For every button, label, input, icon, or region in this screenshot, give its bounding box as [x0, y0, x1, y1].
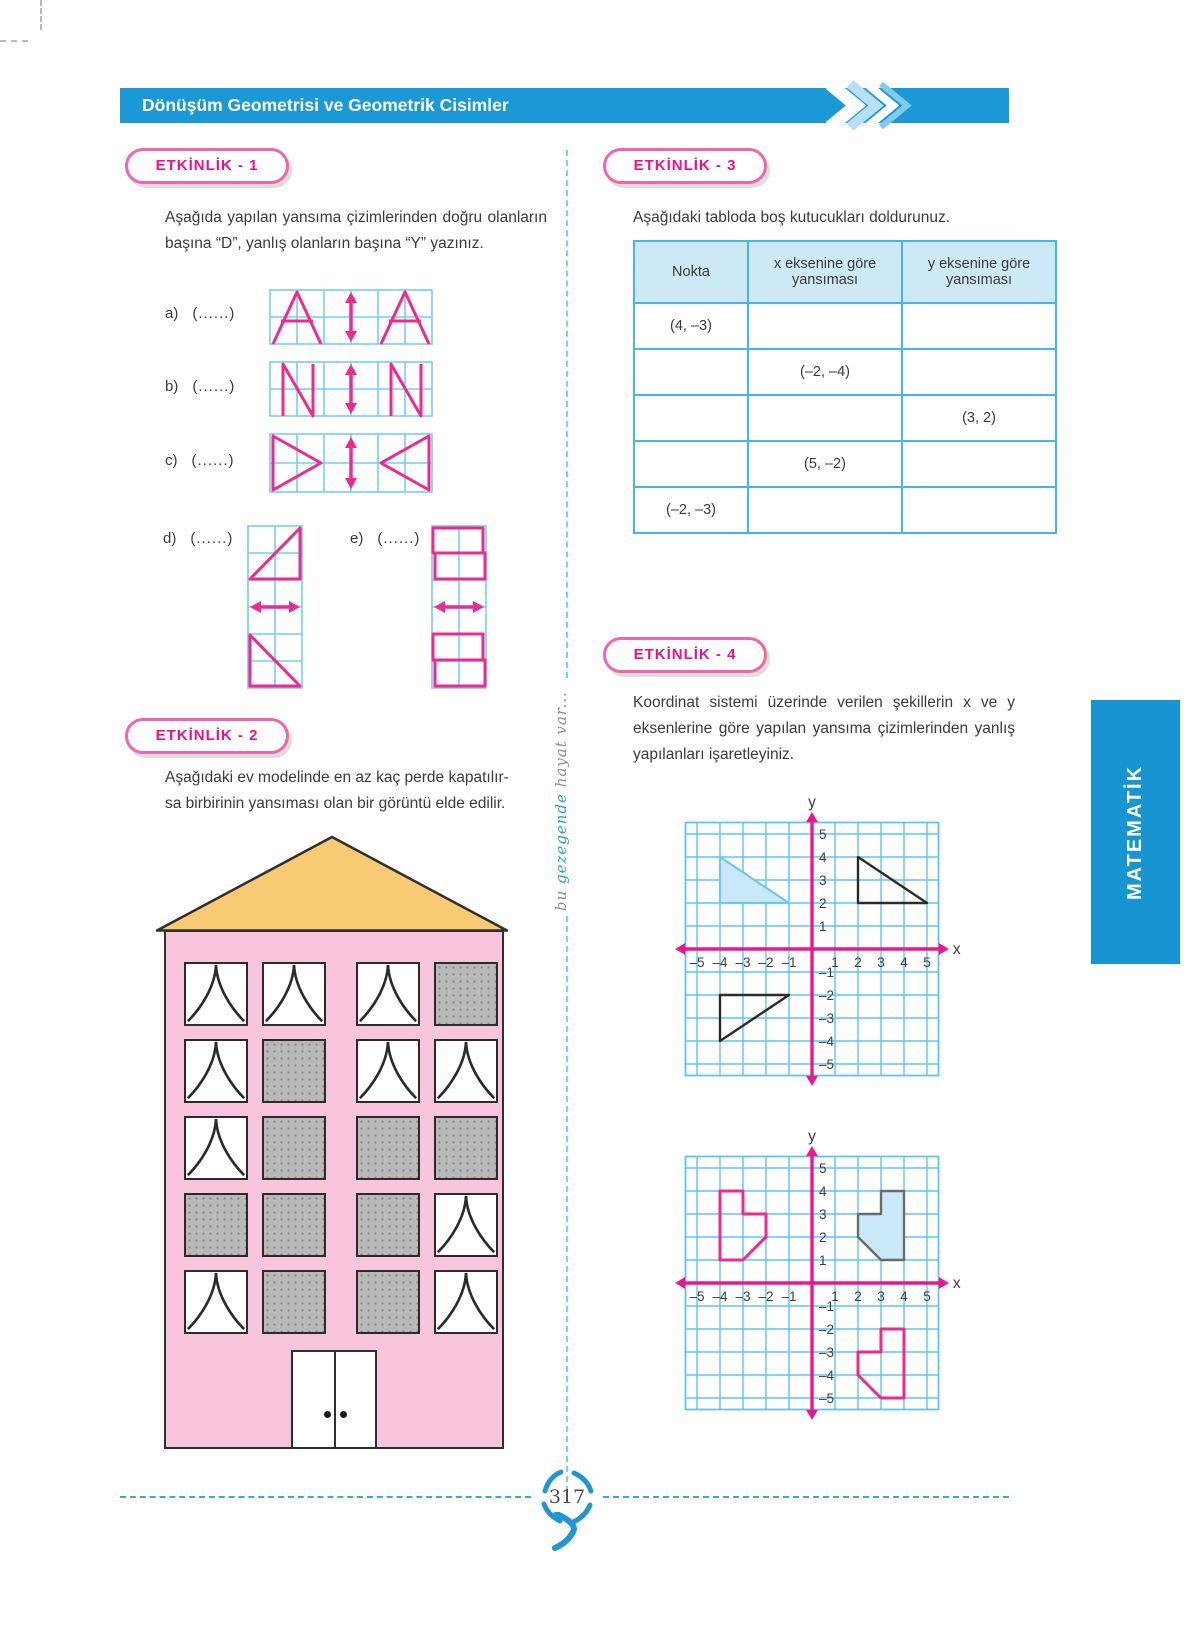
svg-text:–1: –1: [781, 955, 797, 970]
svg-text:1: 1: [819, 1253, 827, 1268]
svg-text:2: 2: [854, 955, 862, 970]
svg-text:5: 5: [819, 1161, 827, 1176]
svg-text:–4: –4: [819, 1368, 835, 1383]
door-knob: [324, 1411, 331, 1418]
svg-text:3: 3: [877, 955, 885, 970]
original-polygon-blue: [858, 1191, 904, 1260]
empty-fill-in-cell: [902, 349, 1056, 395]
curtain-icon: [436, 1041, 496, 1101]
page-number: 317: [548, 1486, 586, 1508]
svg-text:–4: –4: [712, 955, 728, 970]
curtain-icon: [358, 1041, 418, 1101]
window-closed-curtain: [262, 1270, 326, 1334]
watermark-text: bu gezegende hayat var...: [552, 691, 570, 911]
svg-text:2: 2: [819, 1230, 827, 1245]
window-open-curtains: [434, 1270, 498, 1334]
etkinlik-2-badge: ETKİNLİK - 2: [125, 718, 289, 754]
svg-text:–3: –3: [735, 1289, 751, 1304]
crop-mark: [0, 40, 28, 42]
window-open-curtains: [262, 962, 326, 1026]
empty-fill-in-cell: [748, 395, 902, 441]
empty-fill-in-cell: [902, 487, 1056, 533]
window-open-curtains: [184, 962, 248, 1026]
house-body: [164, 930, 504, 1449]
svg-text:y: y: [808, 794, 816, 812]
house-illustration: [152, 833, 512, 1445]
etkinlik-1-badge: ETKİNLİK - 1: [125, 148, 289, 184]
svg-text:3: 3: [877, 1289, 885, 1304]
svg-text:–4: –4: [819, 1034, 835, 1049]
item-b-label: b) (......): [165, 378, 236, 395]
window-open-curtains: [356, 1039, 420, 1103]
chapter-header: [120, 88, 1009, 123]
svg-text:1: 1: [819, 919, 827, 934]
etkinlik-2-instructions-line1: Aşağıdaki ev modelinde en az kaç perde kapatılır-: [165, 769, 509, 786]
coordinate-cell: (3, 2): [902, 395, 1056, 441]
coordinate-grid-top: [662, 788, 974, 1110]
table-row: [634, 349, 1056, 395]
reflection-figure-d: [246, 524, 304, 690]
window-open-curtains: [356, 962, 420, 1026]
item-e-label: e) (......): [350, 530, 421, 547]
header-x-reflection: x eksenine göre yansıması: [748, 241, 902, 303]
reflection-figure-a: [268, 288, 434, 346]
svg-text:y: y: [808, 1128, 816, 1146]
etkinlik-3-instructions: Aşağıdaki tabloda boş kutucukları doldurunuz.: [633, 209, 951, 226]
house-door: [291, 1350, 377, 1447]
svg-text:–3: –3: [735, 955, 751, 970]
window-closed-curtain: [184, 1193, 248, 1257]
window-closed-curtain: [434, 962, 498, 1026]
svg-text:–3: –3: [819, 1011, 835, 1026]
svg-text:x: x: [952, 941, 961, 958]
empty-fill-in-cell: [748, 487, 902, 533]
svg-text:x: x: [952, 1275, 961, 1292]
curtain-icon: [436, 1195, 496, 1255]
svg-text:2: 2: [819, 896, 827, 911]
svg-text:5: 5: [923, 955, 931, 970]
etkinlik-1-instructions: Aşağıda yapılan yansıma çizimlerinden doğru olanların başına “D”, yanlış olanların başına “Y” yazınız.: [165, 209, 547, 252]
door-split: [334, 1352, 336, 1447]
chapter-title: Dönüşüm Geometrisi ve Geometrik Cisimler: [142, 95, 509, 115]
curtain-icon: [358, 964, 418, 1024]
item-d-label: d) (......): [163, 530, 234, 547]
svg-text:–4: –4: [712, 1289, 728, 1304]
svg-text:–5: –5: [689, 1289, 705, 1304]
empty-fill-in-cell: [748, 303, 902, 349]
svg-text:–1: –1: [819, 965, 835, 980]
svg-text:–5: –5: [819, 1391, 835, 1406]
svg-text:1: 1: [831, 955, 839, 970]
door-knob: [340, 1411, 347, 1418]
window-open-curtains: [434, 1193, 498, 1257]
table-row: [634, 441, 1056, 487]
svg-text:–3: –3: [819, 1345, 835, 1360]
header-nokta: Nokta: [634, 241, 748, 303]
item-a-label: a) (......): [165, 305, 236, 322]
window-open-curtains: [434, 1039, 498, 1103]
svg-text:5: 5: [819, 827, 827, 842]
coordinate-cell: (–2, –4): [748, 349, 902, 395]
etkinlik-3-badge: ETKİNLİK - 3: [603, 148, 767, 184]
footer-divider: [603, 1496, 1009, 1498]
svg-text:3: 3: [819, 873, 827, 888]
window-open-curtains: [184, 1270, 248, 1334]
svg-text:–5: –5: [689, 955, 705, 970]
window-closed-curtain: [356, 1116, 420, 1180]
svg-text:–2: –2: [758, 955, 774, 970]
svg-text:–2: –2: [819, 1322, 835, 1337]
crop-mark: [40, 0, 42, 30]
window-open-curtains: [184, 1116, 248, 1180]
empty-fill-in-cell: [902, 441, 1056, 487]
window-closed-curtain: [262, 1193, 326, 1257]
window-closed-curtain: [262, 1039, 326, 1103]
curtain-icon: [186, 1272, 246, 1332]
coordinate-cell: (4, –3): [634, 303, 748, 349]
etkinlik-4-instructions: Koordinat sistemi üzerinde verilen şekillerin x ve y eksenlerine göre yapılan yansıma çizimlerinden yanlış yapılanları işaretleyiniz.: [633, 694, 1015, 763]
window-open-curtains: [184, 1039, 248, 1103]
curtain-icon: [186, 1041, 246, 1101]
subject-tab-label: MATEMATİK: [1124, 764, 1146, 900]
footer-swoosh-icon: [552, 1512, 584, 1552]
svg-text:–5: –5: [819, 1057, 835, 1072]
table-row: [634, 303, 1056, 349]
curtain-icon: [186, 964, 246, 1024]
etkinlik-4-badge: ETKİNLİK - 4: [603, 637, 767, 673]
empty-fill-in-cell: [634, 395, 748, 441]
subject-tab: [1091, 700, 1180, 964]
svg-text:4: 4: [819, 1184, 827, 1199]
svg-text:2: 2: [854, 1289, 862, 1304]
footer-divider: [120, 1496, 531, 1498]
etkinlik-2-instructions-line2: sa birbirinin yansıması olan bir görüntü elde edilir.: [165, 795, 506, 812]
reflection-table: [633, 240, 1057, 534]
column-divider: [566, 150, 568, 678]
reflection-figure-e: [430, 524, 488, 690]
item-c-label: c) (......): [165, 452, 235, 469]
window-closed-curtain: [262, 1116, 326, 1180]
svg-text:–1: –1: [781, 1289, 797, 1304]
header-y-reflection: y eksenine göre yansıması: [902, 241, 1056, 303]
curtain-icon: [436, 1272, 496, 1332]
table-header-row: [634, 241, 1056, 303]
window-closed-curtain: [434, 1116, 498, 1180]
curtain-icon: [264, 964, 324, 1024]
svg-text:–2: –2: [819, 988, 835, 1003]
empty-fill-in-cell: [634, 441, 748, 487]
empty-fill-in-cell: [634, 349, 748, 395]
coordinate-cell: (5, –2): [748, 441, 902, 487]
svg-text:4: 4: [900, 1289, 908, 1304]
column-divider: [566, 916, 568, 1492]
house-roof: [152, 833, 512, 933]
window-closed-curtain: [356, 1270, 420, 1334]
curtain-icon: [186, 1118, 246, 1178]
svg-text:4: 4: [819, 850, 827, 865]
coordinate-cell: (–2, –3): [634, 487, 748, 533]
empty-fill-in-cell: [902, 303, 1056, 349]
svg-text:–2: –2: [758, 1289, 774, 1304]
svg-text:4: 4: [900, 955, 908, 970]
svg-text:1: 1: [831, 1289, 839, 1304]
coordinate-grid-bottom: [662, 1122, 974, 1444]
reflection-figure-c: [268, 432, 434, 494]
reflection-figure-b: [268, 360, 434, 418]
chevron-decoration-icon: [820, 88, 940, 123]
window-closed-curtain: [356, 1193, 420, 1257]
svg-text:–1: –1: [819, 1299, 835, 1314]
table-row: [634, 395, 1056, 441]
svg-text:3: 3: [819, 1207, 827, 1222]
table-row: [634, 487, 1056, 533]
svg-text:5: 5: [923, 1289, 931, 1304]
